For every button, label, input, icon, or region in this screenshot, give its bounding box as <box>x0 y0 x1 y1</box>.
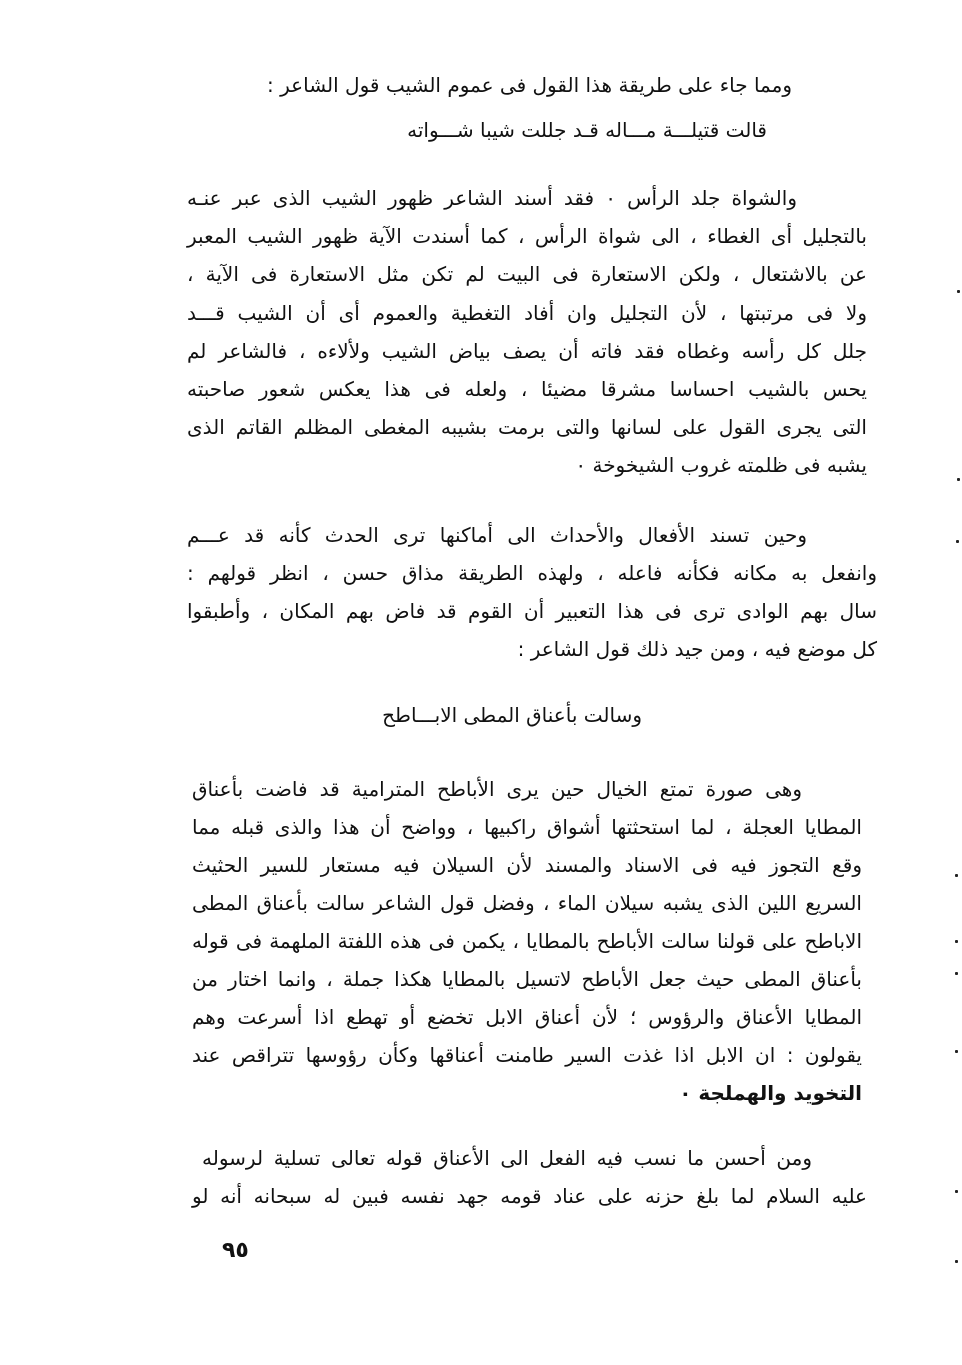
text-line: وانفعل به مكانه فكأنه فاعله ، ولهذه الطريقة مذاق حسن ، انظر قولهم : <box>187 561 877 585</box>
text-line: يحس بالشيب احساسا مشرقا مضيئا ، ولعله فى هذا يعكس شعور صاحبته <box>187 377 867 401</box>
text-line: بالتجليل أى الغطاء ، الى شواة الرأس ، كما أسندت الآية ظهور الشيب المعبر <box>187 224 867 248</box>
text-line: سال بهم الوادى ترى فى هذا التعبير أن القوم قد فاض بهم المكان ، وأطبقوا <box>187 599 877 623</box>
verse-2: وسالت بأعناق المطى الابـــاطح <box>382 703 642 727</box>
scan-speck <box>955 874 958 877</box>
scan-speck <box>955 972 958 975</box>
text-line: يشبه فى ظلمته غروب الشيخوخة ٠ <box>575 453 867 477</box>
page-number: ٩٥ <box>222 1238 249 1263</box>
scan-speck <box>956 540 959 543</box>
text-line: السريع اللين الذى يشبه سيلان الماء ، وفضل قول الشاعر سالت بأعناق المطى <box>192 891 862 915</box>
text-line: وهى صورة تمتع الخيال حين يرى الأباطح المترامية قد فاضت بأعناق <box>192 777 802 801</box>
text-line: يقولون : ان الابل اذا غذت السير طامنت أعناقها وكأن رؤوسها تتراقص عند <box>192 1043 862 1067</box>
text-line: والشواة جلد الرأس ٠ فقد أسند الشاعر ظهور الشيب الذى عبر عنـه <box>187 186 797 210</box>
text-line: عليه السلام لما بلغ حزنه على عناد قومه جهد نفسه فبين له سبحانه أنه لو <box>192 1184 867 1208</box>
text-line: وقع التجوز فيه فى الاسناد والمسند لأن السيلان فيه مستعار للسير الحثيث <box>192 853 862 877</box>
text-line: المطايا العجلة ، لما استحثتها أشواق راكبيها ، وواضح أن هذا والذى قبله مما <box>192 815 862 839</box>
text-line: المطايا الأعناق والرؤوس ؛ لأن أعناق الابل تخضع أو تهطع اذا أسرعت وهم <box>192 1005 862 1029</box>
text-line: جلل كل رأسه وغطاه فقد فاته أن يصف بياض الشيب ولألاءه ، فالشاعر لم <box>187 339 867 363</box>
scan-speck <box>955 1050 958 1053</box>
text-line: بأعناق المطى حيث جعل الأباطح لاتسيل بالمطايا هكذا جملة ، وانما اختار من <box>192 967 862 991</box>
scan-speck <box>955 1190 958 1193</box>
text-line: الاباطح على قولنا سالت الأباطح بالمطايا ، يكمن فى هذه اللفتة الملهمة فى قوله <box>192 929 862 953</box>
text-line: عن بالاشتعال ، ولكن الاستعارة فى البيت لم تكن مثل الاستعارة فى الآية ، <box>187 262 867 286</box>
text-line: التى يجرى القول على لسانها والتى برمت بشيبه المغطى المظلم القاتم الذى <box>187 415 867 439</box>
text-line: ومن أحسن ما نسب فيه الفعل الى الأعناق قوله تعالى تسلية لرسوله <box>202 1146 812 1170</box>
scan-speck <box>957 478 960 481</box>
text-line: ولا فى مرتبتها ، لأن التجليل وان أفاد التغطية والعموم أى أن الشيب قـــد <box>187 301 867 325</box>
verse-1: قالت قتيلـــة مـــاله قـد جللت شيبا شـــواته <box>407 118 767 142</box>
scan-speck <box>955 1260 958 1263</box>
scan-speck <box>955 940 958 943</box>
text-line: كل موضع فيه ، ومن جيد ذلك قول الشاعر : <box>517 637 877 661</box>
scan-speck <box>957 290 960 293</box>
text-line: وحين تسند الأفعال والأحداث الى أماكنها ترى الحدث كأنه قد عـــم <box>187 523 807 547</box>
text-line: التخويد والهملجة ٠ <box>679 1081 862 1105</box>
intro-lead: ومما جاء على طريقة هذا القول فى عموم الشيب قول الشاعر : <box>267 73 792 97</box>
